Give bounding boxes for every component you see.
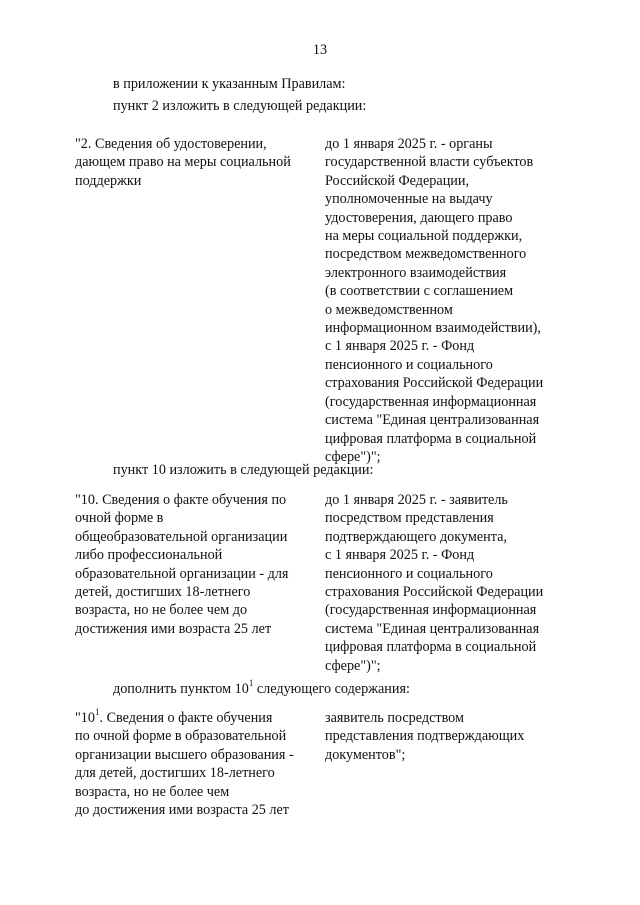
item-2-name: "2. Сведения об удостоверении, дающем право на меры социальной поддержки bbox=[75, 136, 291, 189]
item-10-1-prefix: "10 bbox=[75, 710, 95, 726]
instruction-item-10-1 bbox=[113, 680, 410, 698]
intro-line-2: пункт 2 изложить в следующей редакции: bbox=[113, 98, 367, 114]
item-10-1-name bbox=[75, 709, 315, 819]
instruction-10-1-superscript: 1 bbox=[248, 678, 254, 689]
item-10-source: до 1 января 2025 г. - заявитель посредством представления подтверждающего документа, с 1 января 2025 г. - Фонд пенсионного и социального страхования Российской Федерации (государственная информационная система "Единая централизованная цифровая платформа в социальной сфере")"; bbox=[325, 492, 544, 674]
item-10-name: "10. Сведения о факте обучения по очной форме в общеобразовательной организации либо профессиональной образовательной организации - для детей, достигших 18-летнего возраста, но не более чем до достижения ими возраста 25 лет bbox=[75, 492, 289, 637]
item-2-source: до 1 января 2025 г. - органы государственной власти субъектов Российской Федерации, уполномоченные на выдачу удостоверения, дающего право на меры социальной поддержки, посредством межведомственного электронного взаимодействия (в соответствии с соглашением о межведомственном информационном взаимодействии), с 1 января 2025 г. - Фонд пенсионного и социального страхования Российской Федерации (государственная информационная система "Единая централизованная цифровая платформа в социальной сфере")"; bbox=[325, 136, 544, 465]
instruction-10-1-before: дополнить пунктом 10 bbox=[113, 681, 249, 697]
item-10-1-rest: . Сведения о факте обучения по очной форме в образовательной организации высшего образования - для детей, достигших 18-летнего возраста, но не более чем до достижения ими возраста 25 лет bbox=[75, 710, 294, 819]
intro-line-1: в приложении к указанным Правилам: bbox=[113, 76, 346, 92]
item-10-1-source: заявитель посредством представления подтверждающих документов"; bbox=[325, 710, 525, 763]
instruction-10-1-after: следующего содержания: bbox=[253, 681, 410, 697]
item-10-1-superscript: 1 bbox=[94, 707, 100, 718]
page-number: 13 bbox=[312, 42, 328, 58]
instruction-item-10: пункт 10 изложить в следующей редакции: bbox=[113, 462, 374, 478]
